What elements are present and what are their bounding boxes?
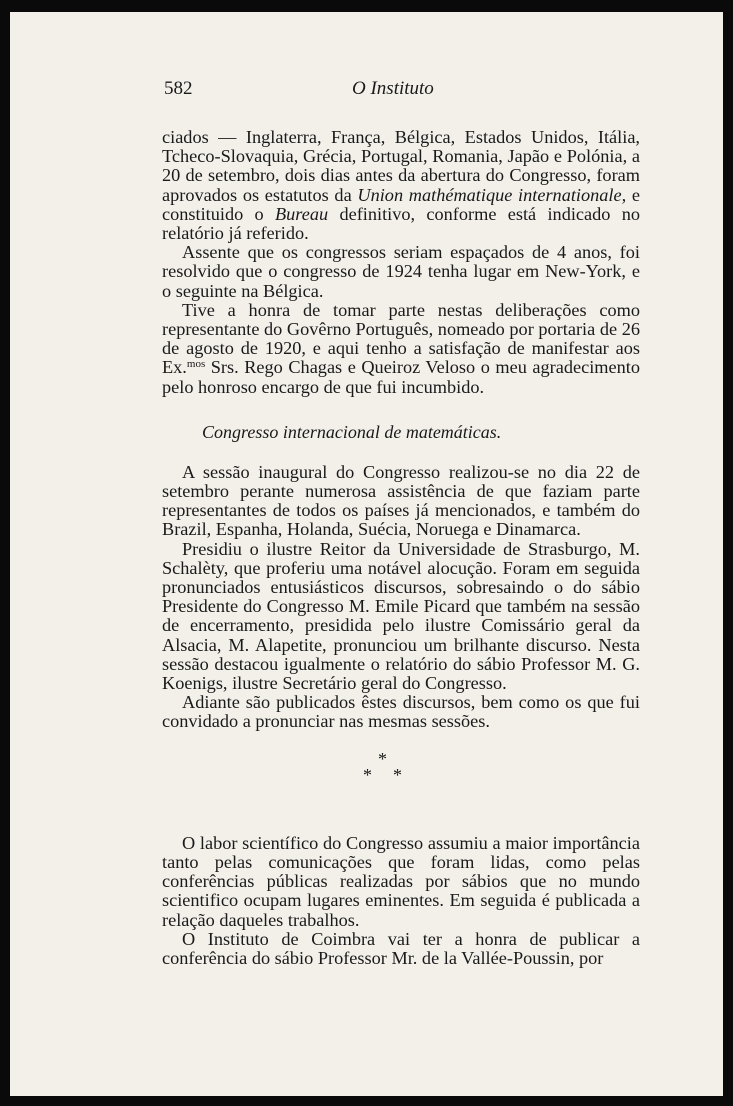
page-content (162, 72, 640, 968)
asterism-star-top: * (378, 748, 387, 769)
page-number: 582 (164, 78, 193, 99)
paragraph-1-text-c: e constituido o (162, 184, 640, 224)
paragraph-1-text-a: ciados — Inglaterra, França, Bélgica, Estados Unidos, Itália, Tcheco-Slovaquia, Grécia, Portugal, Romania, Japão e Polónia, a 20 de setembro, dois dias antes da abertura do Congresso, foram aprovados os estatutos da (162, 127, 640, 205)
asterism-star-left: * (363, 764, 372, 785)
section-heading: Congresso internacional de matemáticas. (202, 421, 502, 442)
paragraph-3-text-a: Tive a honra de tomar parte nestas deliberações como representante do Govêrno Português, nomeado por portaria de 26 de agosto de 1920, e aqui tenho a satisfação de manifestar aos Ex. (162, 299, 640, 378)
paragraph-7: O labor scientífico do Congresso assumiu a maior importância tanto pelas comunicações que foram lidas, como pelas conferências públicas realizadas por sábios que no mundo scientifico ocupam lugares eminentes. Em seguida é publicada a relação daqueles trabalhos. (162, 832, 640, 930)
paragraph-3-superscript: mos (186, 358, 206, 371)
asterism-star-right: * (393, 764, 402, 785)
paragraph-3 (162, 301, 640, 397)
paragraph-3-text-b: Srs. Rego Chagas e Queiroz Veloso o meu agradecimento pelo honroso encargo de que fui incumbido. (162, 357, 640, 397)
paragraph-1 (162, 128, 640, 243)
paragraph-6: Adiante são publicados êstes discursos, bem como os que fui convidado a pronunciar nas mesmas sessões. (162, 692, 640, 732)
asterism-divider (162, 750, 640, 798)
paragraph-8: O Instituto de Coimbra vai ter a honra de publicar a conferência do sábio Professor Mr. de la Vallée-Poussin, por (162, 928, 640, 968)
book-page (10, 12, 723, 1096)
paragraph-1-italic-bureau: Bureau (275, 203, 329, 224)
running-title: O Instituto (352, 78, 434, 99)
page-header (162, 72, 640, 106)
paragraph-4: A sessão inaugural do Congresso realizou-se no dia 22 de setembro perante numerosa assistência de que faziam parte representantes de todos os países já mencionados, e também do Brazil, Espanha, Holanda, Suécia, Noruega e Dinamarca. (162, 461, 640, 540)
paragraph-2: Assente que os congressos seriam espaçados de 4 anos, foi resolvido que o congresso de 1924 tenha lugar em New-York, e o seguinte na Bélgica. (162, 242, 640, 301)
paragraph-5: Presidiu o ilustre Reitor da Universidade de Strasburgo, M. Schalèty, que proferiu uma notável alocução. Foram em seguida pronunciados entusiásticos discursos, sobresaindo o do sábio Presidente do Congresso M. Emile Picard que também na sessão de encerramento, presidida pelo ilustre Comissário geral da Alsacia, M. Alapetite, pronunciou um brilhante discurso. Nesta sessão destacou igualmente o relatório do sábio Professor M. G. Koenigs, ilustre Secretário geral do Congresso. (162, 538, 640, 694)
paragraph-1-text-e: definitivo, conforme está indicado no relatório já referido. (162, 203, 641, 244)
paragraph-1-italic-union: Union mathématique internationale, (357, 184, 627, 205)
